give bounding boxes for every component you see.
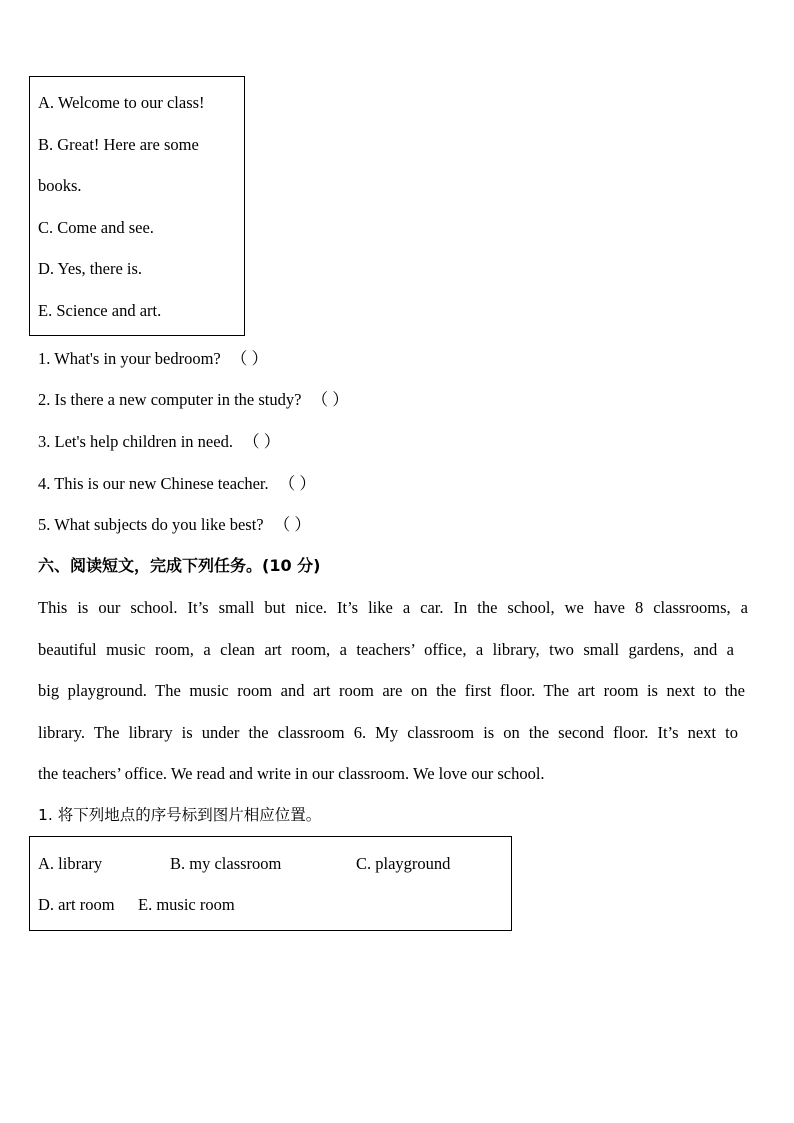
section-heading: 六、阅读短文，完成下列任务。(10 分) [38, 556, 321, 575]
passage-line-4: library. The library is under the classroom 6. My classroom is on the second floor. It’s next to [38, 723, 738, 742]
answer-blank[interactable]: （ ） [278, 474, 316, 493]
question-4 [38, 476, 316, 493]
question-text: 5. What subjects do you like best? [38, 515, 264, 534]
question-5 [38, 517, 311, 534]
passage-line-1: This is our school. It’s small but nice. It’s like a car. In the school, we have 8 classrooms, a [38, 598, 748, 617]
question-text: 2. Is there a new computer in the study? [38, 390, 302, 409]
task-1-instruction: 1. 将下列地点的序号标到图片相应位置。 [38, 806, 322, 824]
place-e: E. music room [138, 895, 235, 914]
place-b: B. my classroom [170, 854, 282, 873]
passage-line-3: big playground. The music room and art room are on the first floor. The art room is next to the [38, 681, 745, 700]
question-text: 3. Let's help children in need. [38, 432, 233, 451]
option-e: E. Science and art. [38, 301, 162, 320]
option-a: A. Welcome to our class! [38, 93, 205, 112]
options-box [29, 76, 245, 336]
question-1 [38, 351, 268, 368]
answer-blank[interactable]: （ ） [273, 515, 311, 534]
option-b: B. Great! Here are some [38, 135, 199, 154]
place-d: D. art room [38, 895, 115, 914]
question-3 [38, 434, 280, 451]
question-text: 4. This is our new Chinese teacher. [38, 474, 269, 493]
option-d: D. Yes, there is. [38, 259, 143, 278]
answer-blank[interactable]: （ ） [311, 390, 349, 409]
answer-blank[interactable]: （ ） [243, 432, 281, 451]
answer-blank[interactable]: （ ） [230, 349, 269, 368]
passage-line-2: beautiful music room, a clean art room, a teachers’ office, a library, two small gardens, and a [38, 640, 734, 659]
question-2 [38, 392, 349, 409]
passage-line-5: the teachers’ office. We read and write in our classroom. We love our school. [38, 764, 545, 783]
place-a: A. library [38, 854, 103, 873]
option-c: C. Come and see. [38, 218, 154, 237]
places-box [29, 836, 512, 931]
option-b-cont: books. [38, 176, 82, 195]
question-text: 1. What's in your bedroom? [38, 349, 221, 368]
place-c: C. playground [356, 854, 451, 873]
